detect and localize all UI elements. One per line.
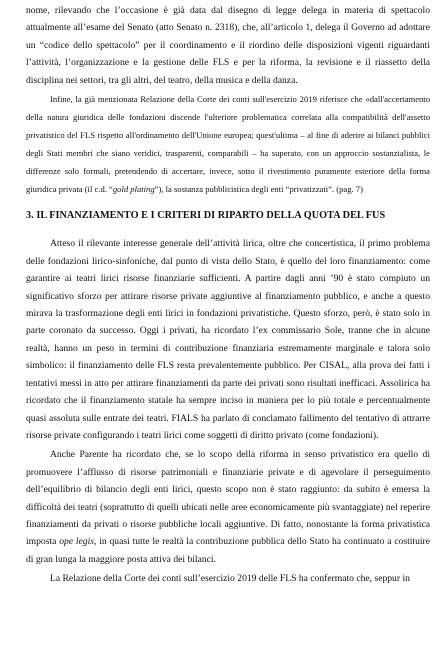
quotation-block [26,90,430,198]
paragraph-parente [26,446,430,568]
paragraph-parente-start: Anche Parente ha ricordato che, se lo scopo della riforma in senso privatistico era quello di promuovere l’afflusso di risorse patrimoniali e finanziarie private e di agevolare il perseguimento dell’equilibrio di bilancio degli enti lirici, questo scopo non è stato raggiunto: da subito è emersa la difficoltà dei teatri (soprattutto di quelli ubicati nelle aree economicamente più svantaggiate) nel reperire finanziamenti da privati o risorse pubbliche locali aggiuntive. Di fatto, nonostante la forma privatistica imposta [26,449,430,548]
section-heading: 3. IL FINANZIAMENTO E I CRITERI DI RIPARTO DELLA QUOTA DEL FUS [26,210,386,222]
paragraph-parente-italic-term: ope legis [59,536,94,548]
quotation-text-end: ”), la sostanza pubblicistica degli enti “privatizzati”. (pag. 7) [154,184,363,195]
paragraph-parente-end: , in quasi tutte le realtà la contribuzione pubblica dello Stato ha continuato a costituire di gran lunga la maggiore posta attiva dei bilanci. [26,536,430,565]
paragraph-financing: Atteso il rilevante interesse generale dell’attività lirica, oltre che concertistica, il primo problema delle fondazioni lirico-sinfoniche, dal punto di vista dello Stato, è quello del loro finanziamento: come garantire ai teatri lirici risorse finanziarie sufficienti. A partire dagli anni ’90 è stato compiuto un significativo sforzo per attirare risorse private aggiuntive al finanziamento pubblico, e anche a questo mirava la trasformazione degli enti lirici in fondazioni privatistiche. Questo sforzo, però, è stato solo in parte coronato da successo. Oggi i privati, ha ricordato l’ex commissario Sole, tranne che in alcune realtà, hanno un peso in termini di contribuzione finanziaria estremamente marginale e talora solo simbolico: il finanziamento delle FLS resta prevalentemente pubblico. Per CISAL, alla prova dei fatti i tentativi messi in atto per attirare finanziamenti da parte dei privati sono risultati inefficaci. Assolirica ha ricordato che il finanziamento statale ha sempre inciso in maniera per lo più totale e percentualmente quasi assoluta sulle entrate dei teatri. FIALS ha parlato di conclamato fallimento del tentativo di attrarre risorse private configurando i teatri lirici come soggetti di diritto privato (come fondazioni). [26,238,430,441]
paragraph-corte-dei-conti: La Relazione della Corte dei conti sull’esercizio 2019 delle FLS ha confermato che, seppur in [50,573,410,585]
paragraph-continuation: nome, rilevando che l’occasione è già data dal disegno di legge delega in materia di spettacolo attualmente all’esame del Senato (atto Senato n. 2318), che, all’articolo 1, delega il Governo ad adottare un “codice dello spettacolo” per il coordinamento e il riordino delle disposizioni vigenti riguardanti l’attività, l’organizzazione e la gestione delle FLS e per la riforma, la revisione e il riassetto della disciplina nei settori, tra gli altri, del teatro, della musica e della danza. [26,5,430,86]
quotation-text-start: Infine, la già menzionata Relazione della Corte dei conti sull'esercizio 2019 riferisce che «dall'accertamento della natura giuridica delle fondazioni discende l'ulteriore problematica correlata alla compatibilità dell'assetto privatistico del FLS rispetto all'ordinamento dell'Unione europea; quest'ultima – al fine di aderire ai bilanci pubblici degli Stati membri che siano veridici, trasparenti, comparabili – ha superato, con un approccio sostanzialista, le differenze solo formali, pretendendo di accertare, invece, sotto il rivestimento puramente esteriore della forma giuridica privata (il c.d. “ [26,94,430,195]
quotation-italic-term: gold plating [112,184,155,195]
